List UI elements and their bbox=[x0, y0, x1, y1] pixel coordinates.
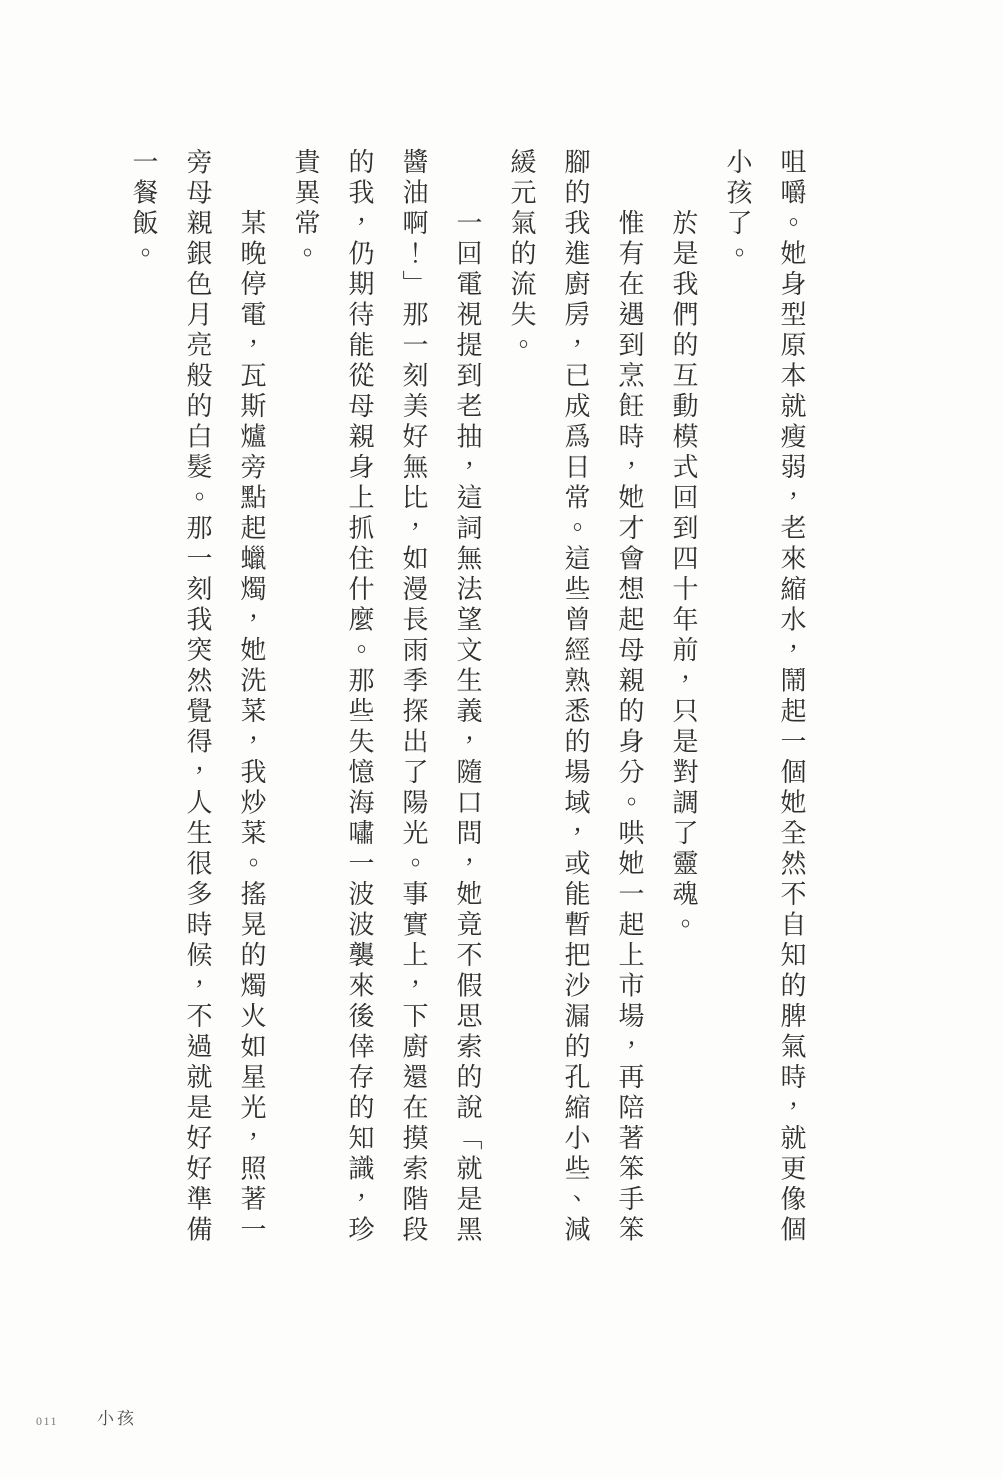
paragraph: 某晚停電，瓦斯爐旁點起蠟燭，她洗菜，我炒菜。搖晃的燭火如星光，照著一旁母親銀色月亮般的白髮。那一刻我突然覺得，人生很多時候，不過就是好好準備一餐飯。 bbox=[129, 148, 266, 1246]
paragraph: 於是我們的互動模式回到四十年前，只是對調了靈魂。 bbox=[669, 209, 698, 941]
article-body bbox=[116, 148, 818, 1248]
paragraph: 惟有在遇到烹飪時，她才會想起母親的身分。哄她一起上市場，再陪著笨手笨腳的我進廚房，已成爲日常。這些曾經熟悉的場域，或能暫把沙漏的孔縮小些、減緩元氣的流失。 bbox=[507, 148, 644, 1246]
page-number: 011 bbox=[36, 1414, 59, 1428]
paragraph: 一回電視提到老抽，這詞無法望文生義，隨口問，她竟不假思索的說「就是黑醬油啊！」那一刻美好無比，如漫長雨季探出了陽光。事實上，下廚還在摸索階段的我，仍期待能從母親身上抓住什麼。那些失憶海嘯一波波襲來後倖存的知識，珍貴異常。 bbox=[291, 148, 482, 1246]
paragraph: 咀嚼。她身型原本就瘦弱，老來縮水，鬧起一個她全然不自知的脾氣時，就更像個小孩了。 bbox=[723, 148, 806, 1246]
page-footer bbox=[0, 1402, 1003, 1442]
running-title: 小孩 bbox=[97, 1409, 137, 1428]
